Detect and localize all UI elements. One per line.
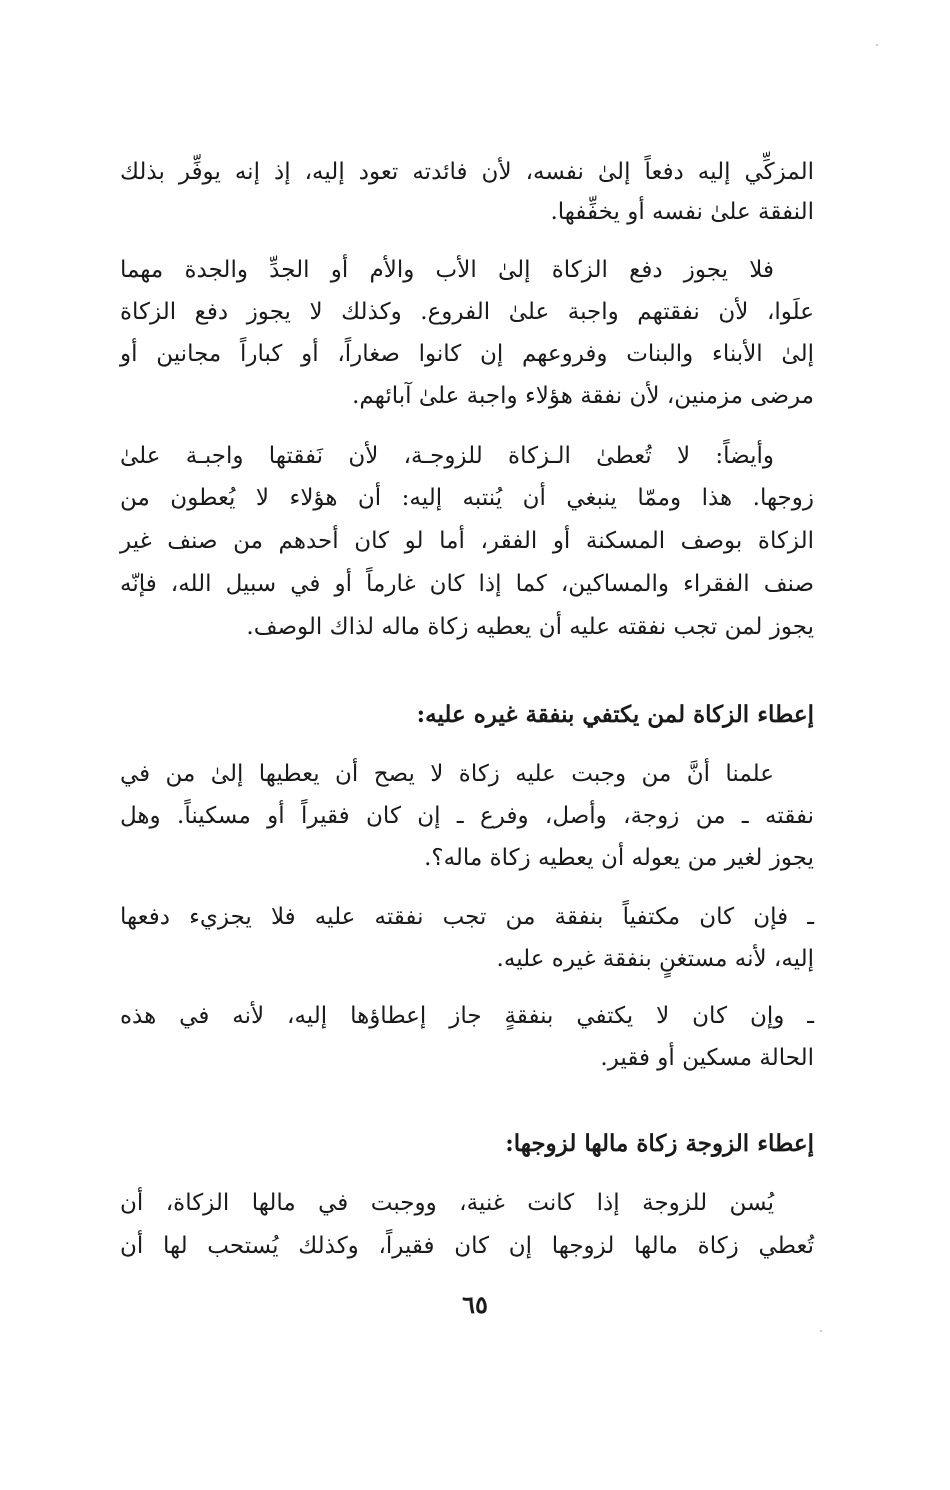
text-line: علمنا أنَّ من وجبت عليه زكاة لا يصح أن يعطيها إلىٰ من في [120,761,774,787]
text-line: نفقته ـ من زوجة، وأصل، وفرع ـ إن كان فقيراً أو مسكيناً. وهل [120,803,814,829]
text-line: زوجها. هذا وممّا ينبغي أن يُنتبه إليه: أن هؤلاء لا يُعطون من [120,485,814,511]
scan-speck [820,1330,822,1332]
text-line: علَوا، لأن نفقتهم واجبة علىٰ الفروع. وكذلك لا يجوز دفع الزكاة [120,299,814,325]
text-line: يُسن للزوجة إذا كانت غنية، ووجبت في مالها الزكاة، أن [120,1190,774,1216]
text-line: إليه، لأنه مستغنٍ بنفقة غيره عليه. [496,946,814,972]
text-line: وأيضاً: لا تُعطىٰ الـزكاة للزوجـة، لأن نَفقتها واجبـة علىٰ [120,443,774,469]
text-line: تُعطي زكاة مالها لزوجها إن كان فقيراً، وكذلك يُستحب لها أن [120,1233,814,1259]
text-line: فلا يجوز دفع الزكاة إلىٰ الأب والأم أو الجدِّ والجدة مهما [120,257,774,283]
text-line: الحالة مسكين أو فقير. [600,1045,814,1071]
text-line: مرضى مزمنين، لأن نفقة هؤلاء واجبة علىٰ آبائهم. [352,383,814,409]
text-line: ـ وإن كان لا يكتفي بنفقةٍ جاز إعطاؤها إليه، لأنه في هذه [120,1003,814,1029]
text-line: ـ فإن كان مكتفياً بنفقة من تجب نفقته عليه فلا يجزيء دفعها [120,904,814,930]
text-line: إلىٰ الأبناء والبنات وفروعهم إن كانوا صغاراً، أو كباراً مجانين أو [120,341,814,367]
section-heading: إعطاء الزكاة لمن يكتفي بنفقة غيره عليه: [416,701,814,728]
text-line: المزكِّي إليه دفعاً إلىٰ نفسه، لأن فائدته تعود إليه، إذ إنه يوفِّر بذلك [120,159,814,185]
section-heading: إعطاء الزوجة زكاة مالها لزوجها: [505,1130,814,1157]
scan-speck [876,44,878,46]
text-line: يجوز لغير من يعوله أن يعطيه زكاة ماله؟. [424,845,814,871]
text-line: صنف الفقراء والمساكين، كما إذا كان غارماً أو في سبيل الله، فإنّه [120,571,814,597]
page-number: ٦٥ [462,1290,488,1319]
text-line: النفقة علىٰ نفسه أو يخفِّفها. [550,199,814,225]
text-line: الزكاة بوصف المسكنة أو الفقر، أما لو كان أحدهم من صنف غير [120,528,814,554]
text-line: يجوز لمن تجب نفقته عليه أن يعطيه زكاة ماله لذاك الوصف. [246,614,814,640]
